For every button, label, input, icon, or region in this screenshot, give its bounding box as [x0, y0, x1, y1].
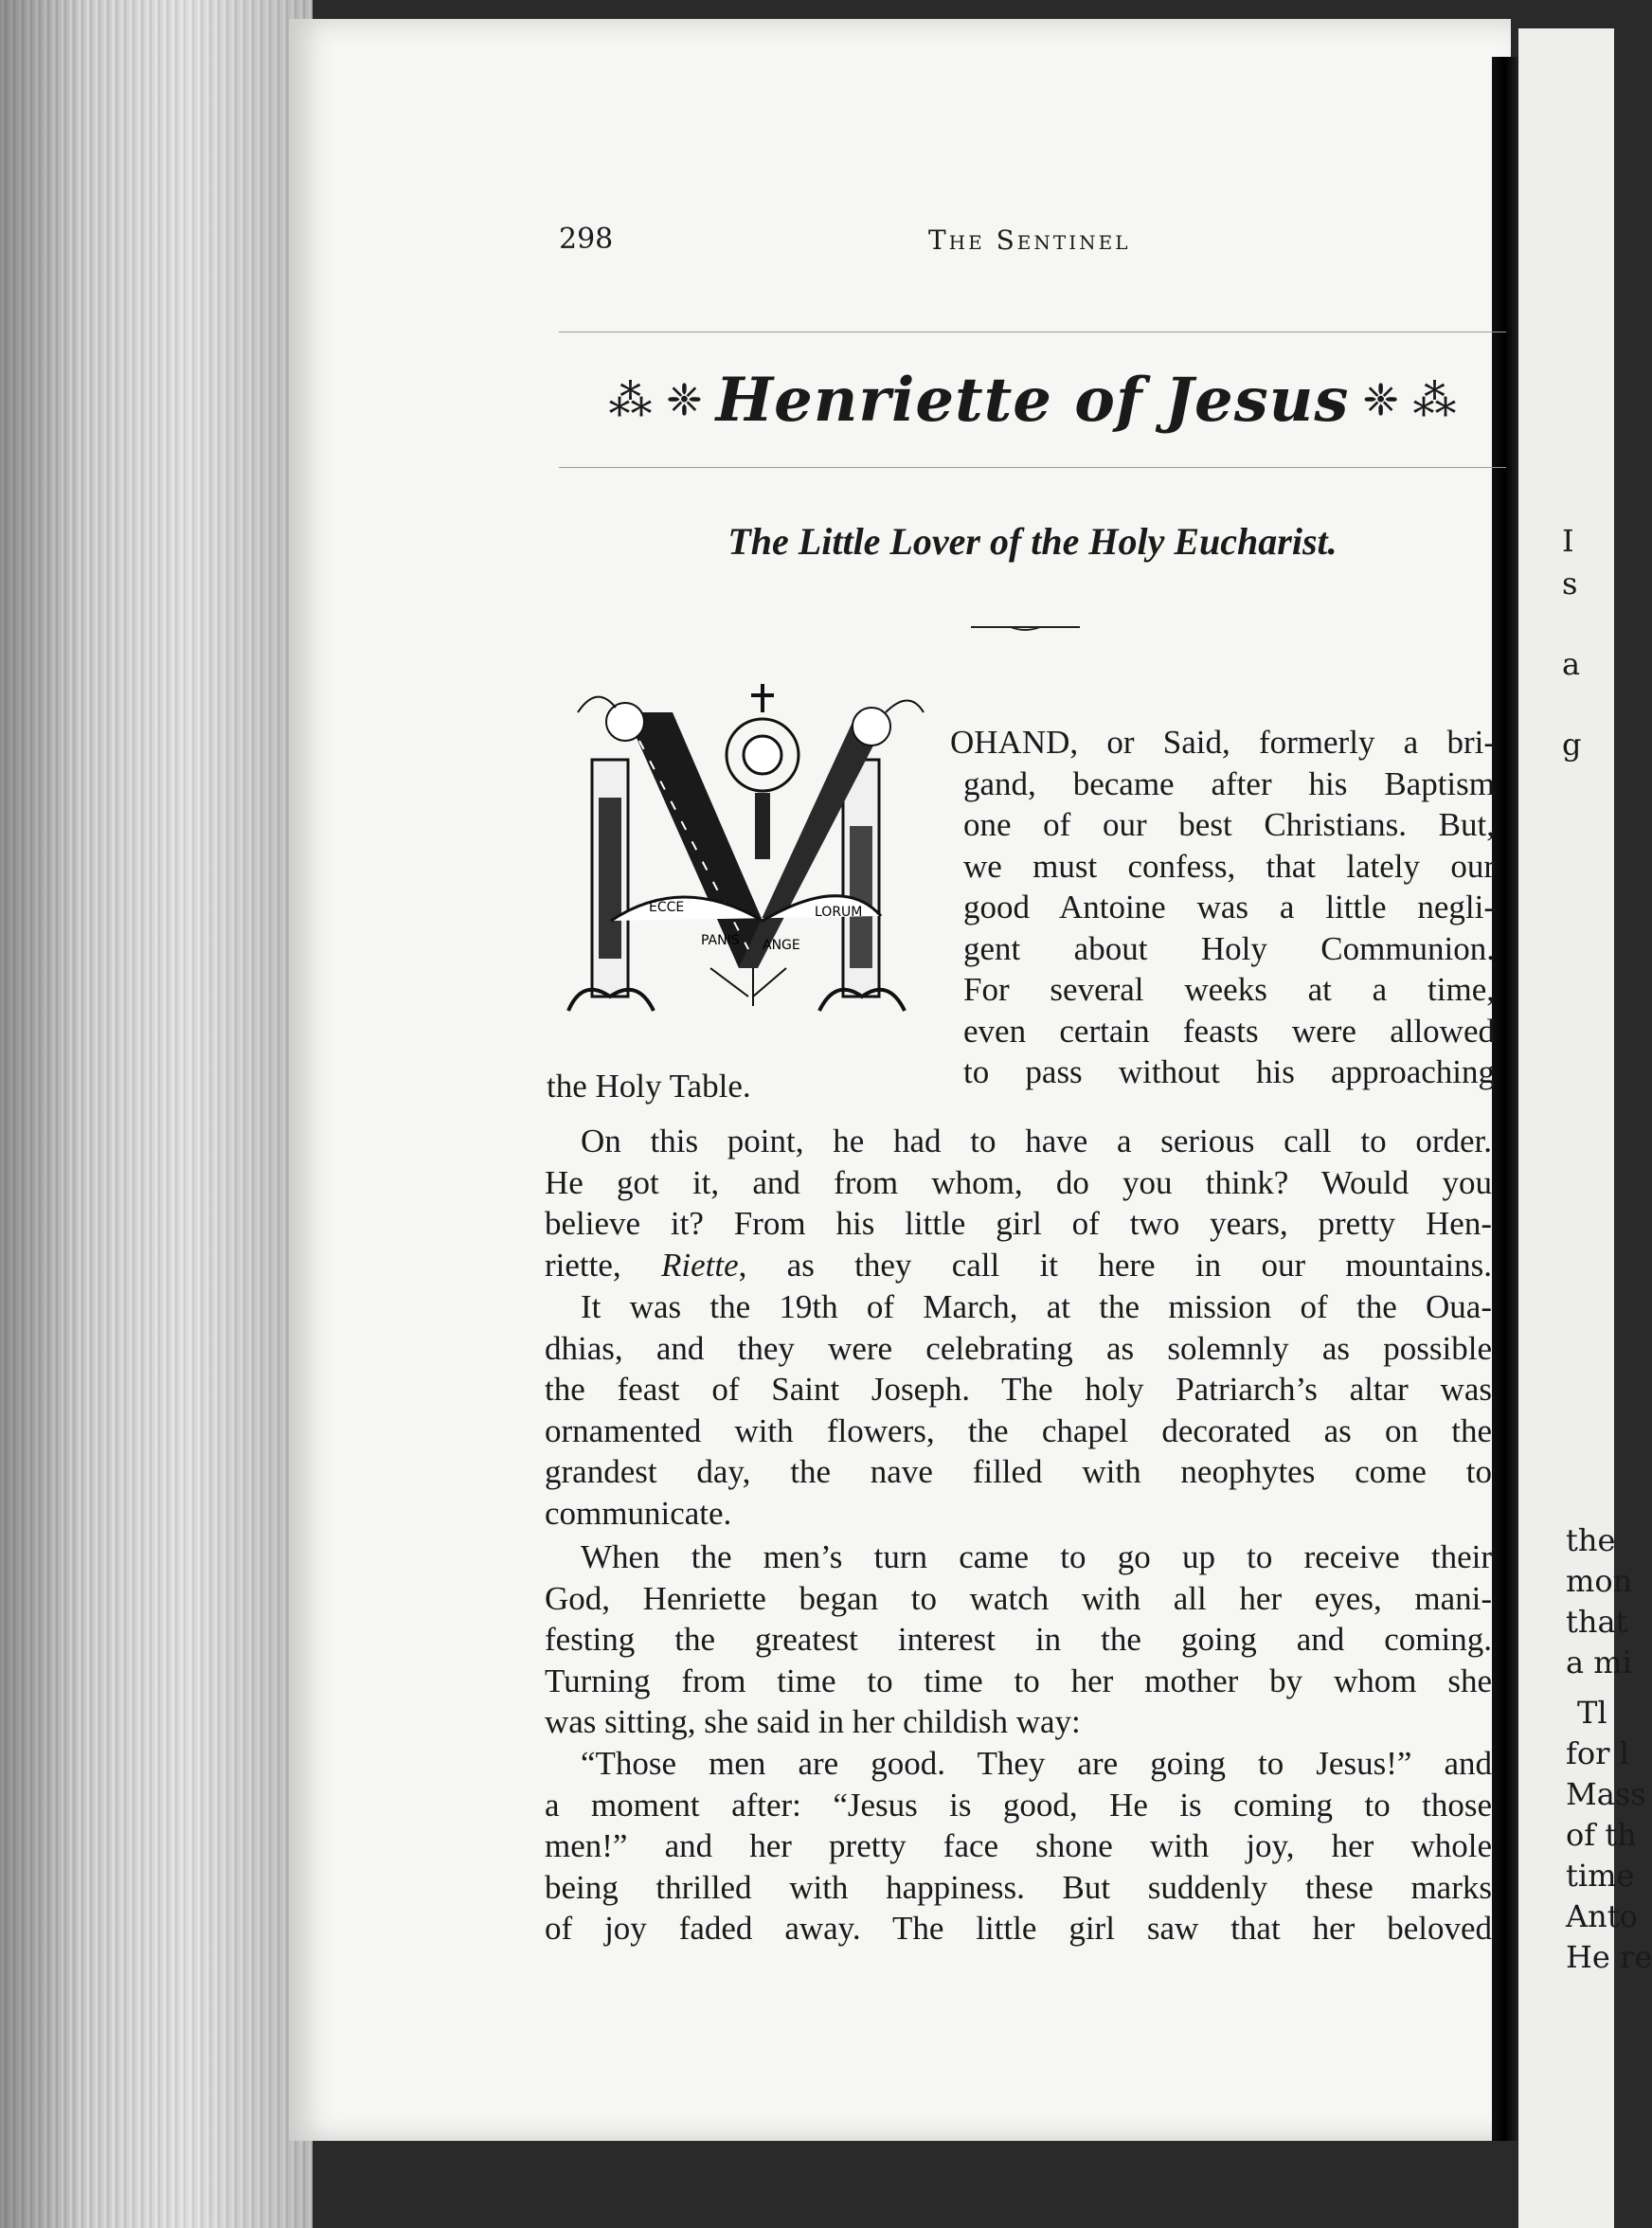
article-title: Henriette of Jesus	[715, 364, 1350, 436]
facing-page-edge	[1518, 28, 1652, 2228]
text-line: When the men’s turn came to go up to receive their	[581, 1538, 1492, 1575]
text-line: festing the greatest interest in the going and coming.	[545, 1621, 1492, 1658]
text-line: being thrilled with happiness. But suddenly these marks	[545, 1868, 1492, 1906]
text-line: OHAND, or Said, formerly a bri-	[950, 724, 1495, 761]
paragraph-1-tail	[545, 1066, 1492, 1107]
text-line: communicate.	[545, 1494, 732, 1532]
text-line: He got it, and from whom, do you think? Would you	[545, 1163, 1492, 1201]
facing-fragment: Anto	[1566, 1898, 1638, 1934]
text-line: a moment after: “Jesus is good, He is coming to those	[545, 1786, 1492, 1824]
paragraph-2	[545, 1121, 1492, 1285]
banner-word: LORUM	[815, 905, 863, 920]
ornamental-divider-icon	[971, 625, 1080, 631]
text-line: It was the 19th of March, at the mission of the Oua-	[581, 1288, 1492, 1325]
text-line: good Antoine was a little negli-	[963, 889, 1495, 925]
facing-fragment: I	[1562, 523, 1574, 559]
banner-word: ECCE	[649, 900, 685, 915]
text-line: to pass without his approaching	[963, 1053, 1495, 1090]
facing-fragment: that	[1566, 1604, 1628, 1640]
facing-fragment: g	[1562, 727, 1582, 763]
text-line: even certain feasts were allowed	[963, 1012, 1495, 1050]
facing-fragment: a	[1562, 646, 1581, 682]
article-title-box	[559, 332, 1506, 468]
facing-fragment: Mass	[1566, 1776, 1646, 1812]
text-line: Turning from time to time to her mother by whom she	[545, 1662, 1492, 1699]
text-line: dhias, and they were celebrating as solemnly as possible	[545, 1329, 1492, 1367]
paragraph-5	[545, 1743, 1492, 1950]
text-line: was sitting, she said in her childish way:	[545, 1703, 1081, 1740]
text-line	[545, 1245, 1492, 1286]
text-line: On this point, he had to have a serious call to order.	[581, 1123, 1492, 1159]
paragraph-3	[545, 1286, 1492, 1534]
illuminated-drop-cap	[559, 684, 928, 1044]
text-line: the feast of Saint Joseph. The holy Patriarch’s altar was	[545, 1371, 1492, 1408]
facing-fragment: for l	[1566, 1735, 1629, 1771]
text-line: gand, became after his Baptism	[963, 764, 1495, 802]
text-fragment: , as they call it here in our mountains.	[738, 1246, 1493, 1284]
text-line: grandest day, the nave filled with neophytes come to	[545, 1453, 1492, 1490]
asterism-ornament-icon: ❈ ⁂	[1362, 374, 1457, 425]
text-line: ornamented with flowers, the chapel decorated as on the	[545, 1411, 1492, 1449]
facing-fragment: time	[1566, 1858, 1635, 1894]
facing-fragment: of th	[1566, 1817, 1637, 1853]
text-line: of joy faded away. The little girl saw that her beloved	[545, 1910, 1492, 1947]
page-number: 298	[559, 223, 614, 256]
drop-cap-letter: M	[559, 684, 561, 685]
article-subtitle: The Little Lover of the Holy Eucharist.	[727, 520, 1338, 563]
paragraph-1-wrap	[950, 722, 1495, 1093]
facing-fragment: the	[1566, 1522, 1616, 1558]
text-line: believe it? From his little girl of two years, pretty Hen-	[545, 1205, 1492, 1242]
banner-word: ANGE	[763, 938, 800, 953]
italic-name: Riette	[660, 1246, 739, 1284]
text-line: “Those men are good. They are going to Jesus!” and	[581, 1745, 1492, 1782]
text-fragment: riette,	[545, 1246, 661, 1284]
paragraph-4	[545, 1536, 1492, 1743]
journal-title: The Sentinel	[928, 225, 1131, 256]
facing-fragment: a mi	[1566, 1644, 1632, 1680]
text-line: we must confess, that lately our	[963, 847, 1495, 885]
book-page-edges	[0, 0, 313, 2228]
text-line: For several weeks at a time,	[963, 971, 1495, 1008]
text-line: God, Henriette began to watch with all her eyes, mani-	[545, 1579, 1492, 1617]
text-line: one of our best Christians. But,	[963, 806, 1495, 843]
banner-word: PANIS	[701, 933, 740, 948]
facing-fragment: He re	[1566, 1939, 1652, 1975]
text-line: men!” and her pretty face shone with joy, her whole	[545, 1827, 1492, 1864]
text-line: the Holy Table.	[547, 1068, 751, 1105]
asterism-ornament-icon: ⁂ ❈	[608, 374, 703, 425]
text-line: gent about Holy Communion.	[963, 929, 1495, 967]
facing-fragment: s	[1562, 566, 1578, 602]
facing-fragment: mon	[1566, 1563, 1633, 1599]
facing-fragment: Tl	[1577, 1695, 1607, 1731]
